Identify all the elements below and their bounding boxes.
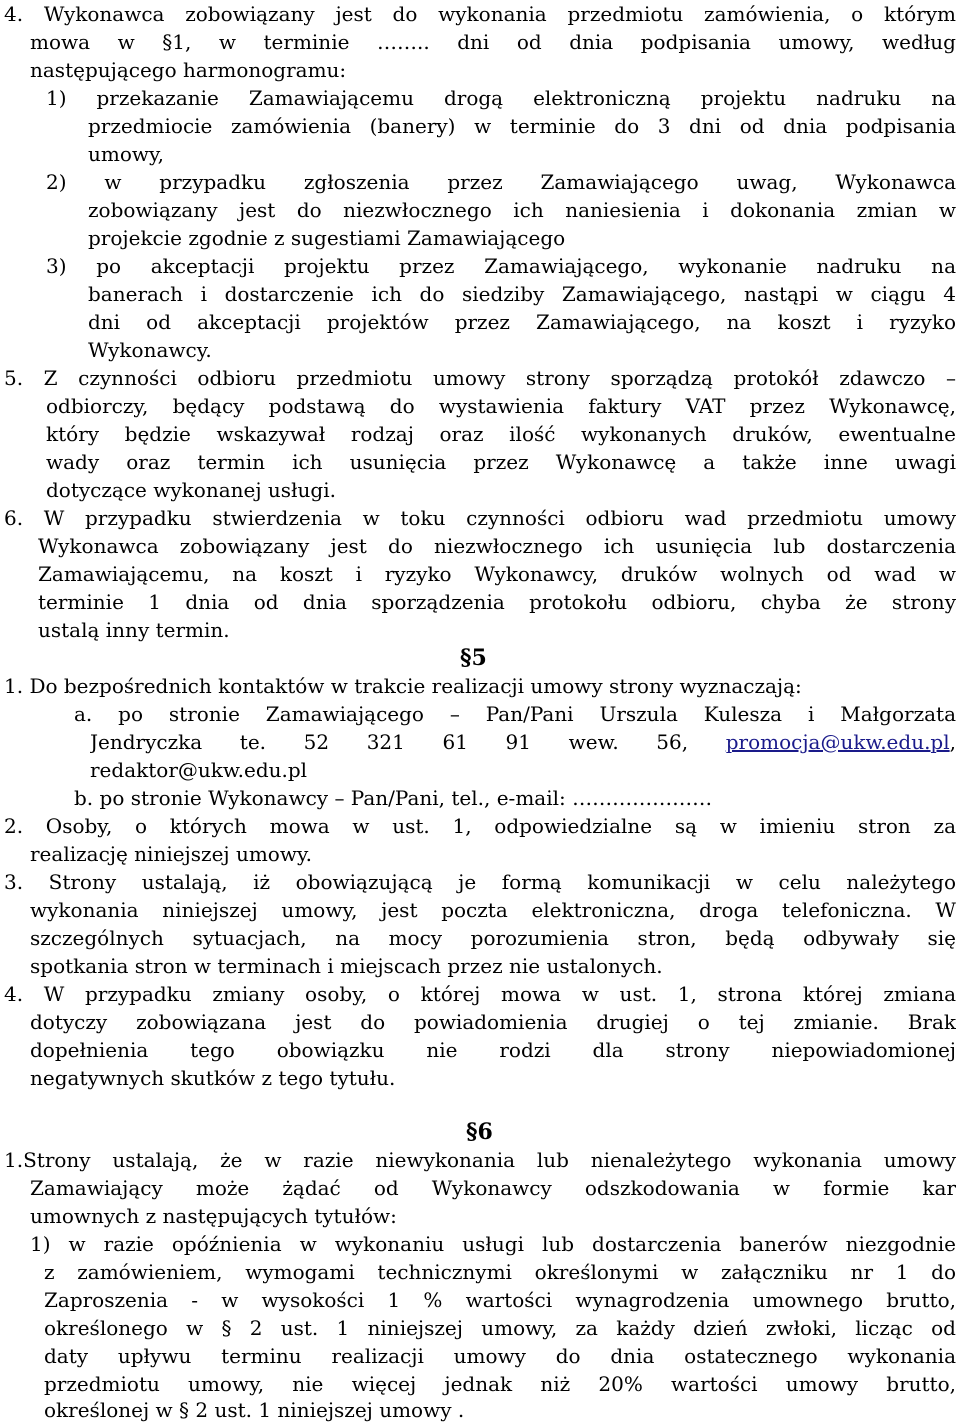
pt5-line: odbiorczy, będący podstawą do wystawienia faktury VAT przez Wykonawcę, <box>46 394 956 418</box>
sec5-point3: spotkania stron w terminach i miejscach przez nie ustalonych. <box>30 954 663 978</box>
pt5-line: wady oraz termin ich usunięcia przez Wykonawcę a także inne uwagi <box>46 450 956 474</box>
sec5-point4: negatywnych skutków z tego tytułu. <box>30 1066 396 1090</box>
sec6-sub1: Zaproszenia - w wysokości 1 % wartości wynagrodzenia umownego brutto, <box>44 1288 956 1312</box>
sec5-point4: dotyczy zobowiązana jest do powiadomienia drugiej o tej zmianie. Brak <box>30 1010 956 1034</box>
sec6-sub1: określonej w § 2 ust. 1 niniejszej umowy . <box>44 1398 465 1422</box>
sec6-sub1: z zamówieniem, wymogami technicznymi określonymi w załączniku nr 1 do <box>44 1260 956 1284</box>
pt4-sub1: przedmiocie zamówienia (banery) w terminie do 3 dni od dnia podpisania <box>88 114 956 138</box>
pt4-sub1: umowy, <box>88 142 165 166</box>
pt4-line: mowa w §1, w terminie …….. dni od dnia podpisania umowy, według <box>30 30 956 54</box>
email-link[interactable]: promocja@ukw.edu.pl <box>725 730 950 754</box>
sec5-contact-a-email: redaktor@ukw.edu.pl <box>90 758 308 782</box>
pt5-line: który będzie wskazywał rodzaj oraz ilość wykonanych druków, ewentualne <box>46 422 956 446</box>
sec6-sub1: daty upływu terminu realizacji umowy do dnia ostatecznego wykonania <box>44 1344 956 1368</box>
sec5-point1: 1. Do bezpośrednich kontaktów w trakcie realizacji umowy strony wyznaczają: <box>4 674 802 698</box>
sec5-point3: szczególnych sytuacjach, na mocy porozumienia stron, będą odbywały się <box>30 926 956 950</box>
pt6-line: 6. W przypadku stwierdzenia w toku czynności odbioru wad przedmiotu umowy <box>4 506 956 530</box>
sec6-sub1: określonego w § 2 ust. 1 niniejszej umowy, za każdy dzień zwłoki, licząc od <box>44 1316 956 1340</box>
sec5-point4: 4. W przypadku zmiany osoby, o której mowa w ust. 1, strona której zmiana <box>4 982 956 1006</box>
pt6-line: terminie 1 dnia od dnia sporządzenia protokołu odbioru, chyba że strony <box>38 590 956 614</box>
section-heading: §6 <box>466 1119 493 1145</box>
sec5-contact-a: a. po stronie Zamawiającego – Pan/Pani Urszula Kulesza i Małgorzata <box>74 702 956 726</box>
sec6-sub1: przedmiotu umowy, nie więcej jednak niż 20% wartości umowy brutto, <box>44 1372 956 1396</box>
phone-text: Jendryczka te. 52 321 61 91 wew. 56, <box>90 730 726 754</box>
pt4-sub3: banerach i dostarczenie ich do siedziby Zamawiającego, nastąpi w ciągu 4 <box>88 282 956 306</box>
pt4-sub3: dni od akceptacji projektów przez Zamawiającego, na koszt i ryzyko <box>88 310 956 334</box>
pt5-line: dotyczące wykonanej usługi. <box>46 478 336 502</box>
sec5-contact-b: b. po stronie Wykonawcy – Pan/Pani, tel., e-mail: ………………… <box>74 786 713 810</box>
sec5-contact-a-phone <box>90 728 956 756</box>
pt4-sub3: 3) po akceptacji projektu przez Zamawiającego, wykonanie nadruku na <box>46 254 956 278</box>
comma: , <box>949 730 956 754</box>
pt4-line: następującego harmonogramu: <box>30 58 347 82</box>
sec5-point3: 3. Strony ustalają, iż obowiązującą je formą komunikacji w celu należytego <box>4 870 956 894</box>
pt4-sub2: projekcie zgodnie z sugestiami Zamawiającego <box>88 226 566 250</box>
pt6-line: Zamawiającemu, na koszt i ryzyko Wykonawcy, druków wolnych od wad w <box>38 562 956 586</box>
sec5-point2: 2. Osoby, o których mowa w ust. 1, odpowiedzialne są w imieniu stron za <box>4 814 956 838</box>
pt4-line: 4. Wykonawca zobowiązany jest do wykonania przedmiotu zamówienia, o którym <box>4 2 956 26</box>
sec5-point2: realizację niniejszej umowy. <box>30 842 312 866</box>
pt4-sub1: 1) przekazanie Zamawiającemu drogą elektroniczną projektu nadruku na <box>46 86 956 110</box>
pt4-sub2: zobowiązany jest do niezwłocznego ich naniesienia i dokonania zmian w <box>88 198 956 222</box>
pt5-line: 5. Z czynności odbioru przedmiotu umowy strony sporządzą protokół zdawczo – <box>4 366 956 390</box>
sec6-point1: 1.Strony ustalają, że w razie niewykonania lub nienależytego wykonania umowy <box>4 1148 956 1172</box>
pt4-sub3: Wykonawcy. <box>88 338 212 362</box>
sec6-point1: umownych z następujących tytułów: <box>30 1204 397 1228</box>
sec6-sub1: 1) w razie opóźnienia w wykonaniu usługi lub dostarczenia banerów niezgodnie <box>30 1232 956 1256</box>
pt6-line: ustalą inny termin. <box>38 618 230 642</box>
section-heading: §5 <box>460 645 487 671</box>
pt4-sub2: 2) w przypadku zgłoszenia przez Zamawiającego uwag, Wykonawca <box>46 170 956 194</box>
sec5-point3: wykonania niniejszej umowy, jest poczta elektroniczna, droga telefoniczna. W <box>30 898 956 922</box>
pt6-line: Wykonawca zobowiązany jest do niezwłocznego ich usunięcia lub dostarczenia <box>38 534 956 558</box>
sec6-point1: Zamawiający może żądać od Wykonawcy odszkodowania w formie kar <box>30 1176 956 1200</box>
sec5-point4: dopełnienia tego obowiązku nie rodzi dla strony niepowiadomionej <box>30 1038 956 1062</box>
